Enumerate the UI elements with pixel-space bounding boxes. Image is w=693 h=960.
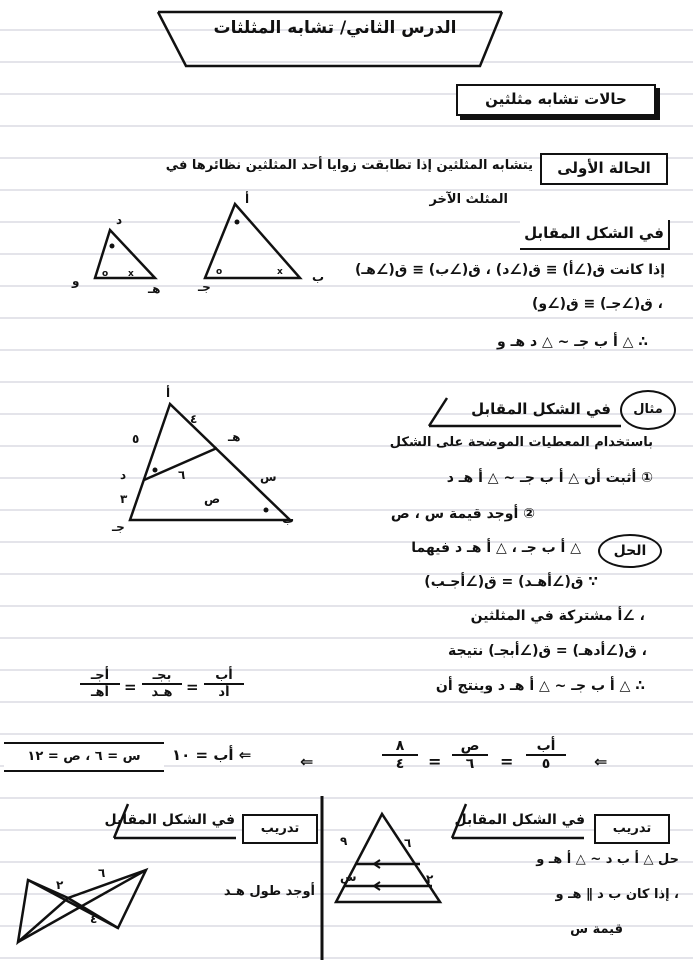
ex2-side-a: ٦	[98, 866, 106, 880]
ratio-den-2: هـد	[151, 685, 173, 700]
tri1-vertex-top: د	[116, 213, 123, 227]
ex-vertex-e: هـ	[228, 430, 241, 444]
ex-side-ad: ٥	[132, 432, 140, 446]
svg-text:o: o	[102, 269, 109, 279]
ratio-num-2: بجـ	[142, 668, 182, 685]
svg-text:x: x	[277, 267, 283, 277]
ex-side-ae: ٤	[190, 412, 198, 426]
calc-f1-num: أب	[526, 738, 566, 756]
exercise1-triangle-figure	[330, 800, 450, 910]
tri1-vertex-left: و	[72, 274, 80, 288]
solution-line3: ، ∠أ مشتركة في المثلثين	[470, 608, 645, 624]
condition-line1: إذا كانت ق(∠أ) ≡ ق(∠د) ، ق(∠ب) ≡ ق(∠هـ)	[354, 262, 665, 278]
exercise1-figure-label: في الشكل المقابل	[454, 812, 585, 828]
ex-vertex-c: جـ	[112, 520, 125, 534]
exercise1-line2: ، إذا كان ب د ∥ هـ و	[555, 887, 679, 902]
implies-arrow-1: ⇐	[300, 752, 314, 771]
implies-arrow-2: ⇐	[594, 752, 608, 771]
ex1-side-b: ٦	[404, 836, 412, 850]
exercise1-label: تدريب	[594, 814, 670, 844]
section-heading-similarity-cases: حالات تشابه مثلثين	[456, 84, 656, 116]
conclusion-line: ∴ △ أ ب جـ ~ △ د هـ و	[497, 334, 648, 350]
ratio-num-1: أب	[204, 668, 244, 685]
exercise2-prompt: أوجد طول هـد	[223, 884, 315, 899]
vertical-divider	[318, 796, 326, 960]
exercise2-crossed-triangles-figure	[8, 858, 158, 950]
calc-f3-num: ٨	[382, 738, 418, 756]
tri2-vertex-right: ب	[312, 270, 325, 284]
ex-side-bc: ص	[204, 492, 221, 506]
calc-f3-den: ٤	[395, 756, 405, 772]
ex-vertex-d: د	[120, 468, 127, 482]
calc-result-box: س = ٦ ، ص = ١٢	[4, 742, 164, 772]
case-one-label: الحالة الأولى	[540, 153, 668, 185]
exercise2-figure-label: في الشكل المقابل	[104, 812, 235, 828]
equals-sign-2: =	[500, 752, 514, 771]
calc-fraction-3	[382, 738, 418, 772]
ex-side-de: ٦	[178, 468, 186, 482]
exercise1-line1: حل △ أ ب د ~ △ أ هـ و	[536, 852, 679, 867]
calc-f2-num: ص	[452, 738, 488, 756]
solution-line4: ، ق(∠أدهـ) = ق(∠أبجـ) نتيجة	[448, 643, 647, 659]
page-title: الدرس الثاني/ تشابه المثلثات	[213, 18, 457, 38]
solution-line2: ∵ ق(∠أهـد) = ق(∠أجـب)	[424, 574, 598, 590]
calc-f2-den: ٦	[465, 756, 475, 772]
example-figure-label: في الشكل المقابل	[471, 400, 611, 418]
ex2-side-c: ٤	[90, 912, 98, 926]
ex1-side-c: س	[340, 870, 357, 884]
ratio-row: أجـ أهـ = بجـ هـد = أب أد	[80, 668, 270, 712]
ratio-num-3: أجـ	[80, 668, 120, 685]
svg-text:o: o	[216, 267, 223, 277]
example-q2: ② أوجد قيمة س ، ص	[390, 506, 535, 522]
ratio-den-3: أهـ	[91, 685, 109, 700]
equals-sign-1: =	[428, 752, 442, 771]
example-triangle-figure	[100, 390, 300, 530]
exercise2-label: تدريب	[242, 814, 318, 844]
ex-side-dc: ٣	[120, 492, 128, 506]
tri2-vertex-left: جـ	[198, 280, 211, 294]
ex2-side-b: ٢	[56, 878, 64, 892]
example-q1: ① أثبت أن △ أ ب جـ ~ △ أ هـ د	[446, 470, 653, 486]
solution-line1: △ أ ب جـ ، △ أ هـ د فيهما	[411, 540, 581, 556]
case-one-text-line2: المثلث الآخر	[429, 192, 508, 207]
calc-f1-den: ٥	[541, 756, 551, 772]
ex-vertex-b: ب	[282, 512, 295, 526]
ratio-den-1: أد	[218, 685, 230, 700]
case-one-text-line1: يتشابه المثلثين إذا تطابقت زوايا أحد المثلثين نظائرها في	[165, 158, 533, 173]
tri1-vertex-right: هـ	[148, 282, 161, 296]
calc-fraction-1	[526, 738, 566, 772]
ex1-side-a: ٩	[340, 834, 348, 848]
tri2-vertex-top: أ	[245, 192, 250, 206]
solution-label: الحل	[598, 534, 662, 568]
calc-fraction-2	[452, 738, 488, 772]
ex-side-eb: س	[260, 470, 277, 484]
svg-text:x: x	[128, 269, 134, 279]
condition-line2: ، ق(∠جـ) ≡ ق(∠و)	[532, 296, 663, 312]
figure-label-1: في الشكل المقابل	[520, 220, 670, 250]
solution-line5: ∴ △ أ ب جـ ~ △ أ هـ د وينتج أن	[435, 678, 645, 694]
example-label: مثال	[620, 390, 676, 430]
calc-equation: أب = ١٠ ⇐	[172, 746, 252, 764]
ex1-side-d: ٢	[426, 872, 434, 886]
ex-vertex-a: أ	[166, 386, 171, 400]
example-given: باستخدام المعطيات الموضحة على الشكل	[389, 435, 653, 450]
exercise1-line3: قيمة س	[570, 922, 623, 937]
